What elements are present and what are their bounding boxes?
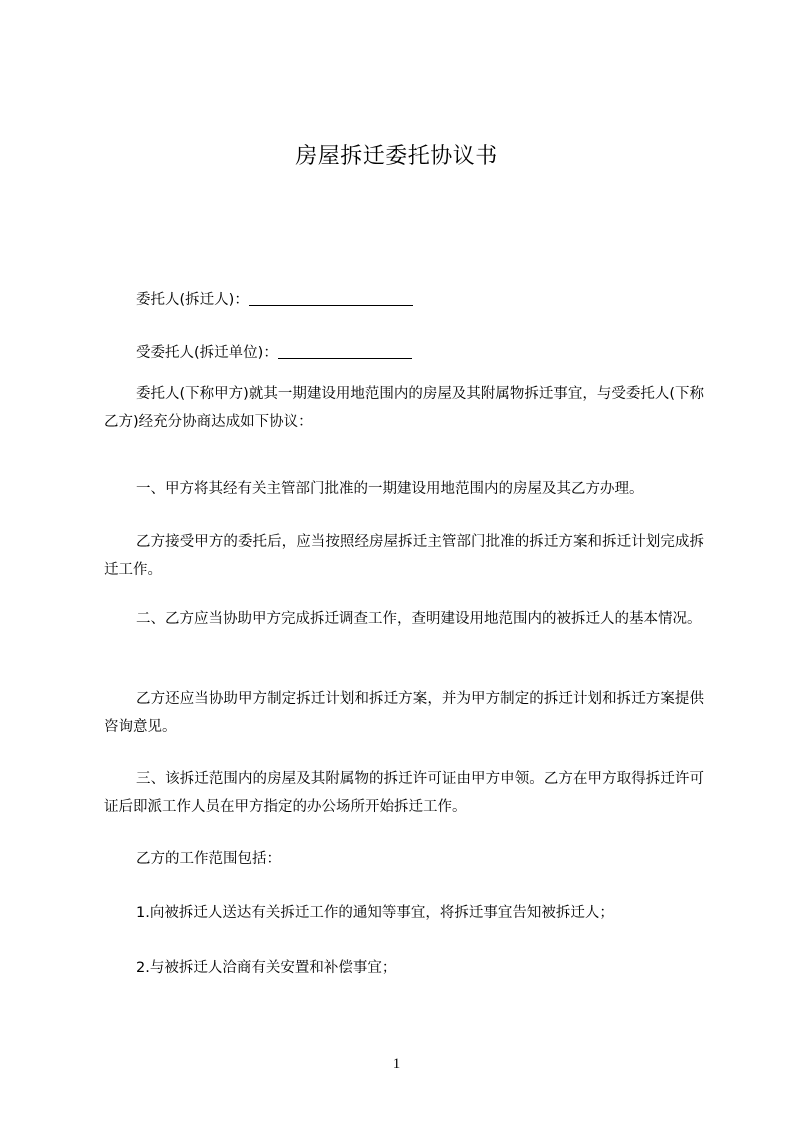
agent-line <box>104 339 704 367</box>
list-item: 2.与被拆迁人洽商有关安置和补偿事宜； <box>136 960 397 976</box>
document-title: 房屋拆迁委托协议书 <box>295 144 498 169</box>
paragraph: 乙方接受甲方的委托后，应当按照经房屋拆迁主管部门批准的拆迁方案和拆迁计划完成拆迁工作。 <box>104 534 704 578</box>
paragraph: 委托人(下称甲方)就其一期建设用地范围内的房屋及其附属物拆迁事宜，与受委托人(下称乙方)经充分协商达成如下协议： <box>104 386 704 430</box>
agent-blank <box>278 342 412 359</box>
principal-label: 委托人(拆迁人)： <box>136 292 249 308</box>
principal-blank <box>249 289 413 306</box>
list-item: 1.向被拆迁人送达有关拆迁工作的通知等事宜，将拆迁事宜告知被拆迁人； <box>136 905 614 921</box>
paragraph: 二、乙方应当协助甲方完成拆迁调查工作，查明建设用地范围内的被拆迁人的基本情况。 <box>136 611 702 627</box>
paragraph: 乙方还应当协助甲方制定拆迁计划和拆迁方案，并为甲方制定的拆迁计划和拆迁方案提供咨询意见。 <box>104 691 704 735</box>
paragraph: 一、甲方将其经有关主管部门批准的一期建设用地范围内的房屋及其乙方办理。 <box>136 481 644 497</box>
page-number: 1 <box>392 1056 401 1072</box>
paragraph: 三、该拆迁范围内的房屋及其附属物的拆迁许可证由甲方申领。乙方在甲方取得拆迁许可证后即派工作人员在甲方指定的办公场所开始拆迁工作。 <box>104 771 704 815</box>
principal-line <box>104 286 704 314</box>
agent-label: 受委托人(拆迁单位)： <box>136 345 278 361</box>
paragraph: 乙方的工作范围包括： <box>136 851 281 867</box>
